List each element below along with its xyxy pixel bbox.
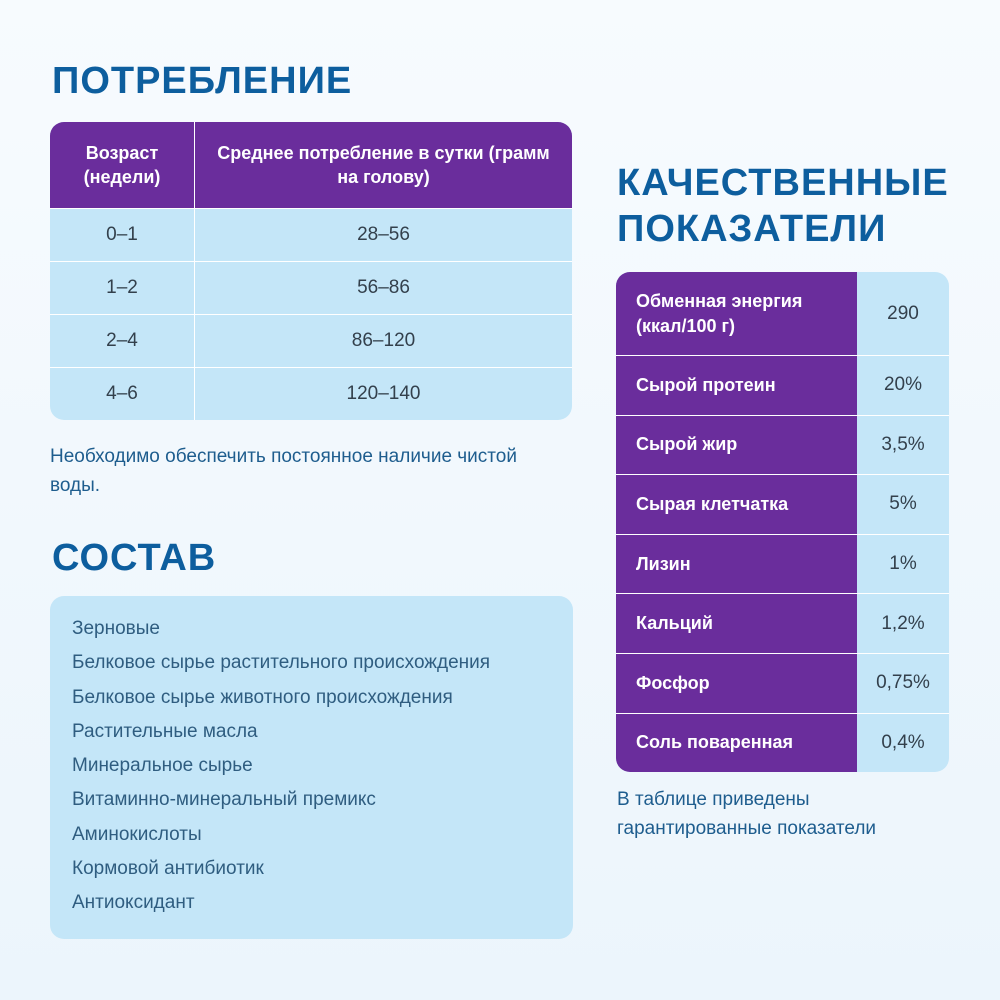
- table-row: [616, 415, 949, 475]
- intake-header-label: Среднее потребление в сутки (грамм на голову): [217, 143, 550, 187]
- quality-title-line1: КАЧЕСТВЕННЫЕ: [617, 162, 949, 204]
- quality-label: Соль поваренная: [616, 714, 857, 773]
- quality-value: 20%: [883, 374, 923, 396]
- quality-title-line2: ПОКАЗАТЕЛИ: [617, 208, 887, 250]
- intake-cell: 86–120: [351, 330, 416, 351]
- table-row: [616, 713, 949, 773]
- list-item: Белковое сырье животного происхождения: [72, 686, 453, 708]
- quality-note: В таблице приведены гарантированные показатели: [617, 789, 877, 839]
- quality-label-text: Обменная энергия (ккал/100 г): [636, 290, 803, 336]
- age-cell: 1–2: [50, 262, 195, 314]
- intake-column-header: [195, 122, 572, 208]
- quality-value: 1,2%: [881, 612, 925, 634]
- quality-value: 5%: [889, 493, 917, 515]
- table-row: [616, 653, 949, 713]
- quality-value: 3,5%: [881, 433, 925, 455]
- quality-label: Сырой жир: [616, 416, 857, 475]
- intake-cell: 28–56: [357, 224, 410, 245]
- quality-label: [616, 272, 857, 355]
- consumption-table: [50, 122, 572, 420]
- quality-label: Лизин: [616, 535, 857, 594]
- intake-cell: 120–140: [346, 383, 421, 404]
- water-note: Необходимо обеспечить постоянное наличие чистой воды.: [50, 446, 517, 496]
- quality-value: 0,4%: [881, 731, 925, 753]
- table-row: [616, 593, 949, 653]
- age-header-label: Возраст (недели): [83, 143, 161, 187]
- table-row: [616, 474, 949, 534]
- quality-table: [616, 272, 949, 772]
- quality-label: Кальций: [616, 594, 857, 653]
- list-item: Витаминно-минеральный премикс: [72, 789, 376, 811]
- age-cell: 0–1: [50, 209, 195, 261]
- quality-label: Сырой протеин: [616, 356, 857, 415]
- consumption-table-header: [50, 122, 572, 208]
- quality-label: Сырая клетчатка: [616, 475, 857, 534]
- composition-list: [50, 596, 573, 939]
- table-row: [50, 367, 572, 420]
- list-item: Растительные масла: [72, 720, 258, 742]
- age-cell: 4–6: [50, 368, 195, 420]
- quality-value: 290: [887, 302, 919, 324]
- table-row: [50, 314, 572, 367]
- list-item: Минеральное сырье: [72, 755, 253, 777]
- list-item: Аминокислоты: [72, 823, 202, 845]
- intake-cell: 56–86: [357, 277, 410, 298]
- age-column-header: [50, 122, 195, 208]
- table-row: [616, 534, 949, 594]
- list-item: Кормовой антибиотик: [72, 858, 264, 880]
- table-row: [616, 272, 949, 355]
- list-item: Белковое сырье растительного происхождения: [72, 652, 491, 674]
- table-row: [616, 355, 949, 415]
- composition-title: СОСТАВ: [52, 537, 217, 579]
- age-cell: 2–4: [50, 315, 195, 367]
- table-row: [50, 261, 572, 314]
- quality-label: Фосфор: [616, 654, 857, 713]
- list-item: Зерновые: [72, 618, 160, 639]
- consumption-title: ПОТРЕБЛЕНИЕ: [52, 60, 353, 102]
- quality-title: [617, 160, 949, 252]
- list-item: Антиоксидант: [72, 892, 195, 914]
- table-row: [50, 208, 572, 261]
- quality-value: 0,75%: [876, 672, 930, 694]
- quality-value: 1%: [889, 553, 917, 575]
